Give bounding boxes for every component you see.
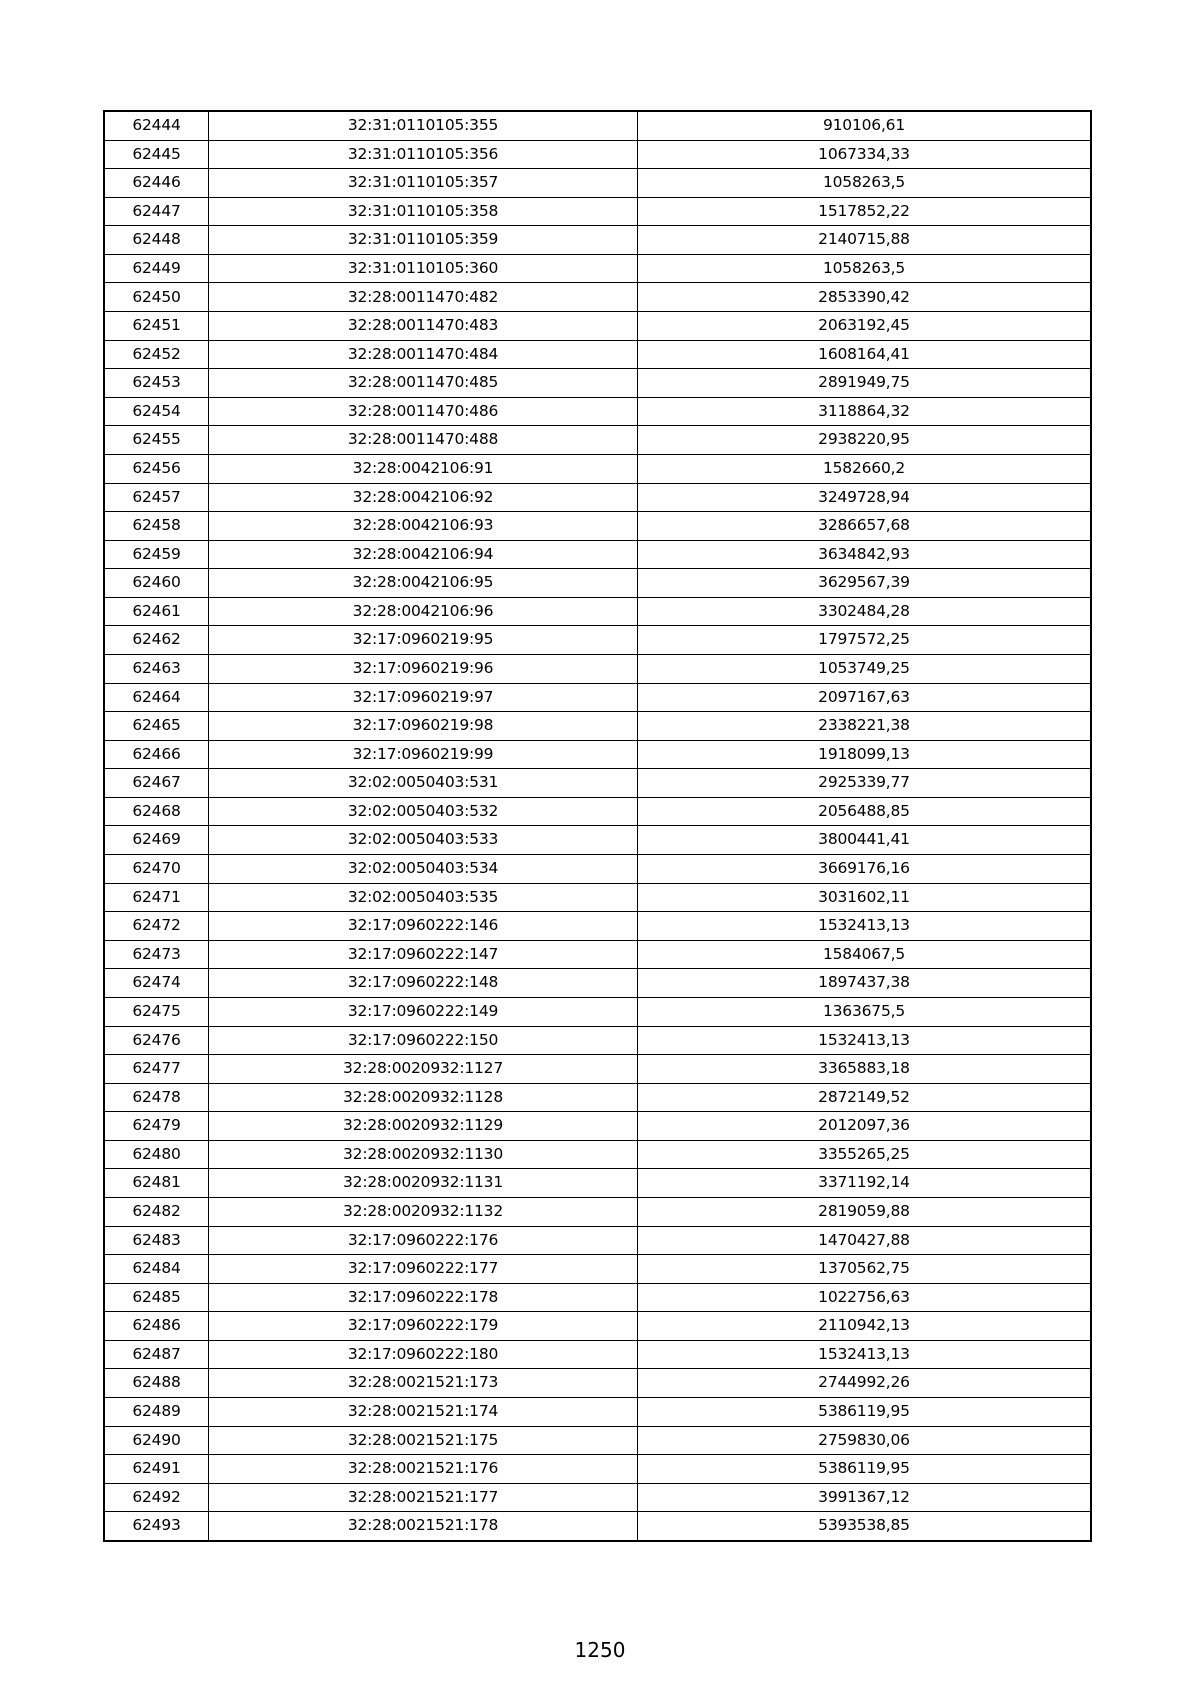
table-row — [104, 540, 1091, 569]
cadastral-value-cell: 1363675,5 — [638, 997, 1092, 1026]
table-row — [104, 940, 1091, 969]
row-number-cell: 62483 — [104, 1226, 209, 1255]
cadastral-number-cell: 32:28:0011470:483 — [209, 312, 638, 341]
cadastral-number-cell: 32:02:0050403:534 — [209, 855, 638, 884]
row-number-cell: 62463 — [104, 654, 209, 683]
row-number-cell: 62454 — [104, 397, 209, 426]
cadastral-number-cell: 32:31:0110105:356 — [209, 140, 638, 169]
cadastral-value-cell: 2744992,26 — [638, 1369, 1092, 1398]
cadastral-number-cell: 32:17:0960222:150 — [209, 1026, 638, 1055]
row-number-cell: 62459 — [104, 540, 209, 569]
cadastral-number-cell: 32:17:0960219:96 — [209, 654, 638, 683]
cadastral-value-cell: 1058263,5 — [638, 169, 1092, 198]
cadastral-value-cell: 1053749,25 — [638, 654, 1092, 683]
cadastral-number-cell: 32:02:0050403:533 — [209, 826, 638, 855]
row-number-cell: 62470 — [104, 855, 209, 884]
cadastral-value-cell: 2872149,52 — [638, 1083, 1092, 1112]
table-row — [104, 1255, 1091, 1284]
cadastral-number-cell: 32:02:0050403:535 — [209, 883, 638, 912]
table-row — [104, 454, 1091, 483]
cadastral-number-cell: 32:17:0960219:97 — [209, 683, 638, 712]
table-row — [104, 1312, 1091, 1341]
cadastral-number-cell: 32:17:0960222:178 — [209, 1283, 638, 1312]
table-row — [104, 626, 1091, 655]
row-number-cell: 62461 — [104, 597, 209, 626]
table-row — [104, 654, 1091, 683]
row-number-cell: 62476 — [104, 1026, 209, 1055]
cadastral-value-cell: 3669176,16 — [638, 855, 1092, 884]
row-number-cell: 62457 — [104, 483, 209, 512]
table-row — [104, 826, 1091, 855]
cadastral-value-cell: 3031602,11 — [638, 883, 1092, 912]
row-number-cell: 62458 — [104, 512, 209, 541]
cadastral-value-cell: 1517852,22 — [638, 197, 1092, 226]
cadastral-number-cell: 32:28:0011470:485 — [209, 369, 638, 398]
table-row — [104, 855, 1091, 884]
row-number-cell: 62464 — [104, 683, 209, 712]
cadastral-number-cell: 32:17:0960219:98 — [209, 712, 638, 741]
row-number-cell: 62447 — [104, 197, 209, 226]
row-number-cell: 62449 — [104, 254, 209, 283]
cadastral-number-cell: 32:02:0050403:532 — [209, 797, 638, 826]
cadastral-value-cell: 5386119,95 — [638, 1398, 1092, 1427]
table-row — [104, 797, 1091, 826]
cadastral-value-cell: 2891949,75 — [638, 369, 1092, 398]
cadastral-value-cell: 1918099,13 — [638, 740, 1092, 769]
cadastral-value-cell: 1584067,5 — [638, 940, 1092, 969]
row-number-cell: 62492 — [104, 1483, 209, 1512]
cadastral-value-cell: 3355265,25 — [638, 1140, 1092, 1169]
cadastral-value-cell: 3118864,32 — [638, 397, 1092, 426]
table-row — [104, 140, 1091, 169]
cadastral-value-cell: 1582660,2 — [638, 454, 1092, 483]
table-row — [104, 1083, 1091, 1112]
cadastral-value-cell: 2759830,06 — [638, 1426, 1092, 1455]
table-row — [104, 569, 1091, 598]
cadastral-value-cell: 2853390,42 — [638, 283, 1092, 312]
table-row — [104, 683, 1091, 712]
row-number-cell: 62471 — [104, 883, 209, 912]
table-row — [104, 426, 1091, 455]
table-row — [104, 254, 1091, 283]
row-number-cell: 62484 — [104, 1255, 209, 1284]
cadastral-value-cell: 2338221,38 — [638, 712, 1092, 741]
row-number-cell: 62480 — [104, 1140, 209, 1169]
cadastral-value-cell: 1797572,25 — [638, 626, 1092, 655]
cadastral-value-cell: 1532413,13 — [638, 1340, 1092, 1369]
table-row — [104, 283, 1091, 312]
row-number-cell: 62490 — [104, 1426, 209, 1455]
row-number-cell: 62453 — [104, 369, 209, 398]
table-row — [104, 1226, 1091, 1255]
table-row — [104, 740, 1091, 769]
cadastral-value-cell: 2056488,85 — [638, 797, 1092, 826]
table-row — [104, 169, 1091, 198]
row-number-cell: 62469 — [104, 826, 209, 855]
cadastral-value-cell: 2110942,13 — [638, 1312, 1092, 1341]
cadastral-number-cell: 32:28:0011470:482 — [209, 283, 638, 312]
cadastral-value-cell: 1067334,33 — [638, 140, 1092, 169]
row-number-cell: 62452 — [104, 340, 209, 369]
cadastral-number-cell: 32:28:0020932:1130 — [209, 1140, 638, 1169]
cadastral-number-cell: 32:17:0960222:177 — [209, 1255, 638, 1284]
cadastral-value-cell: 910106,61 — [638, 111, 1092, 140]
cadastral-number-cell: 32:17:0960222:148 — [209, 969, 638, 998]
row-number-cell: 62462 — [104, 626, 209, 655]
row-number-cell: 62487 — [104, 1340, 209, 1369]
cadastral-number-cell: 32:31:0110105:360 — [209, 254, 638, 283]
cadastral-number-cell: 32:28:0020932:1129 — [209, 1112, 638, 1141]
table-row — [104, 312, 1091, 341]
table-row — [104, 340, 1091, 369]
table-row — [104, 1340, 1091, 1369]
cadastral-value-cell: 1532413,13 — [638, 912, 1092, 941]
cadastral-value-cell: 1532413,13 — [638, 1026, 1092, 1055]
row-number-cell: 62444 — [104, 111, 209, 140]
cadastral-value-cell: 3302484,28 — [638, 597, 1092, 626]
cadastral-number-cell: 32:17:0960222:176 — [209, 1226, 638, 1255]
cadastral-value-cell: 1022756,63 — [638, 1283, 1092, 1312]
cadastral-number-cell: 32:28:0020932:1132 — [209, 1197, 638, 1226]
cadastral-value-cell: 2140715,88 — [638, 226, 1092, 255]
cadastral-number-cell: 32:28:0011470:484 — [209, 340, 638, 369]
table-row — [104, 512, 1091, 541]
table-row — [104, 912, 1091, 941]
table-row — [104, 197, 1091, 226]
cadastral-number-cell: 32:28:0020932:1127 — [209, 1055, 638, 1084]
cadastral-value-cell: 3629567,39 — [638, 569, 1092, 598]
row-number-cell: 62481 — [104, 1169, 209, 1198]
cadastral-number-cell: 32:28:0011470:488 — [209, 426, 638, 455]
cadastral-value-cell: 3634842,93 — [638, 540, 1092, 569]
table-row — [104, 1112, 1091, 1141]
row-number-cell: 62467 — [104, 769, 209, 798]
cadastral-value-cell: 1897437,38 — [638, 969, 1092, 998]
row-number-cell: 62451 — [104, 312, 209, 341]
table-row — [104, 1026, 1091, 1055]
cadastral-number-cell: 32:28:0042106:95 — [209, 569, 638, 598]
row-number-cell: 62477 — [104, 1055, 209, 1084]
cadastral-value-cell: 3365883,18 — [638, 1055, 1092, 1084]
cadastral-number-cell: 32:28:0021521:178 — [209, 1512, 638, 1541]
row-number-cell: 62465 — [104, 712, 209, 741]
cadastral-number-cell: 32:28:0042106:92 — [209, 483, 638, 512]
cadastral-number-cell: 32:28:0021521:177 — [209, 1483, 638, 1512]
table-row — [104, 1512, 1091, 1541]
cadastral-value-cell: 2938220,95 — [638, 426, 1092, 455]
table-row — [104, 1426, 1091, 1455]
row-number-cell: 62491 — [104, 1455, 209, 1484]
row-number-cell: 62448 — [104, 226, 209, 255]
row-number-cell: 62445 — [104, 140, 209, 169]
table-row — [104, 1455, 1091, 1484]
cadastral-value-cell: 3800441,41 — [638, 826, 1092, 855]
table-row — [104, 1369, 1091, 1398]
cadastral-number-cell: 32:17:0960222:179 — [209, 1312, 638, 1341]
cadastral-number-cell: 32:17:0960219:95 — [209, 626, 638, 655]
cadastral-value-cell: 1470427,88 — [638, 1226, 1092, 1255]
table-row — [104, 369, 1091, 398]
cadastral-number-cell: 32:17:0960222:180 — [209, 1340, 638, 1369]
cadastral-value-table — [103, 110, 1092, 1542]
row-number-cell: 62460 — [104, 569, 209, 598]
table-row — [104, 111, 1091, 140]
row-number-cell: 62489 — [104, 1398, 209, 1427]
row-number-cell: 62488 — [104, 1369, 209, 1398]
table-row — [104, 1483, 1091, 1512]
row-number-cell: 62479 — [104, 1112, 209, 1141]
cadastral-value-cell: 1608164,41 — [638, 340, 1092, 369]
cadastral-number-cell: 32:28:0021521:175 — [209, 1426, 638, 1455]
table-row — [104, 769, 1091, 798]
row-number-cell: 62482 — [104, 1197, 209, 1226]
table-row — [104, 1197, 1091, 1226]
row-number-cell: 62472 — [104, 912, 209, 941]
cadastral-value-cell: 1058263,5 — [638, 254, 1092, 283]
cadastral-value-cell: 5393538,85 — [638, 1512, 1092, 1541]
cadastral-number-cell: 32:31:0110105:357 — [209, 169, 638, 198]
table-row — [104, 969, 1091, 998]
row-number-cell: 62474 — [104, 969, 209, 998]
cadastral-number-cell: 32:28:0042106:96 — [209, 597, 638, 626]
table-row — [104, 1283, 1091, 1312]
cadastral-number-cell: 32:17:0960219:99 — [209, 740, 638, 769]
table-row — [104, 483, 1091, 512]
cadastral-value-cell: 3249728,94 — [638, 483, 1092, 512]
table-row — [104, 883, 1091, 912]
row-number-cell: 62456 — [104, 454, 209, 483]
table-row — [104, 1398, 1091, 1427]
row-number-cell: 62455 — [104, 426, 209, 455]
table-row — [104, 597, 1091, 626]
cadastral-number-cell: 32:28:0021521:173 — [209, 1369, 638, 1398]
cadastral-number-cell: 32:17:0960222:147 — [209, 940, 638, 969]
page-number: 1250 — [574, 1638, 626, 1662]
cadastral-number-cell: 32:28:0020932:1131 — [209, 1169, 638, 1198]
cadastral-value-cell: 1370562,75 — [638, 1255, 1092, 1284]
cadastral-number-cell: 32:17:0960222:149 — [209, 997, 638, 1026]
cadastral-number-cell: 32:28:0021521:176 — [209, 1455, 638, 1484]
cadastral-value-cell: 2097167,63 — [638, 683, 1092, 712]
table-row — [104, 226, 1091, 255]
table-row — [104, 1140, 1091, 1169]
row-number-cell: 62450 — [104, 283, 209, 312]
table-body — [104, 111, 1091, 1541]
row-number-cell: 62446 — [104, 169, 209, 198]
row-number-cell: 62478 — [104, 1083, 209, 1112]
table-row — [104, 712, 1091, 741]
row-number-cell: 62473 — [104, 940, 209, 969]
row-number-cell: 62468 — [104, 797, 209, 826]
cadastral-number-cell: 32:28:0042106:94 — [209, 540, 638, 569]
row-number-cell: 62466 — [104, 740, 209, 769]
cadastral-number-cell: 32:31:0110105:358 — [209, 197, 638, 226]
cadastral-number-cell: 32:17:0960222:146 — [209, 912, 638, 941]
table-row — [104, 1169, 1091, 1198]
cadastral-number-cell: 32:28:0042106:91 — [209, 454, 638, 483]
table-row — [104, 397, 1091, 426]
cadastral-value-cell: 3371192,14 — [638, 1169, 1092, 1198]
cadastral-number-cell: 32:02:0050403:531 — [209, 769, 638, 798]
row-number-cell: 62493 — [104, 1512, 209, 1541]
cadastral-number-cell: 32:28:0020932:1128 — [209, 1083, 638, 1112]
row-number-cell: 62475 — [104, 997, 209, 1026]
cadastral-value-cell: 2012097,36 — [638, 1112, 1092, 1141]
cadastral-number-cell: 32:28:0042106:93 — [209, 512, 638, 541]
cadastral-value-cell: 3991367,12 — [638, 1483, 1092, 1512]
cadastral-value-cell: 3286657,68 — [638, 512, 1092, 541]
table-row — [104, 997, 1091, 1026]
row-number-cell: 62486 — [104, 1312, 209, 1341]
cadastral-number-cell: 32:28:0021521:174 — [209, 1398, 638, 1427]
cadastral-value-cell: 2925339,77 — [638, 769, 1092, 798]
cadastral-value-cell: 5386119,95 — [638, 1455, 1092, 1484]
cadastral-number-cell: 32:28:0011470:486 — [209, 397, 638, 426]
cadastral-number-cell: 32:31:0110105:355 — [209, 111, 638, 140]
cadastral-number-cell: 32:31:0110105:359 — [209, 226, 638, 255]
table-row — [104, 1055, 1091, 1084]
cadastral-value-cell: 2819059,88 — [638, 1197, 1092, 1226]
row-number-cell: 62485 — [104, 1283, 209, 1312]
cadastral-value-cell: 2063192,45 — [638, 312, 1092, 341]
